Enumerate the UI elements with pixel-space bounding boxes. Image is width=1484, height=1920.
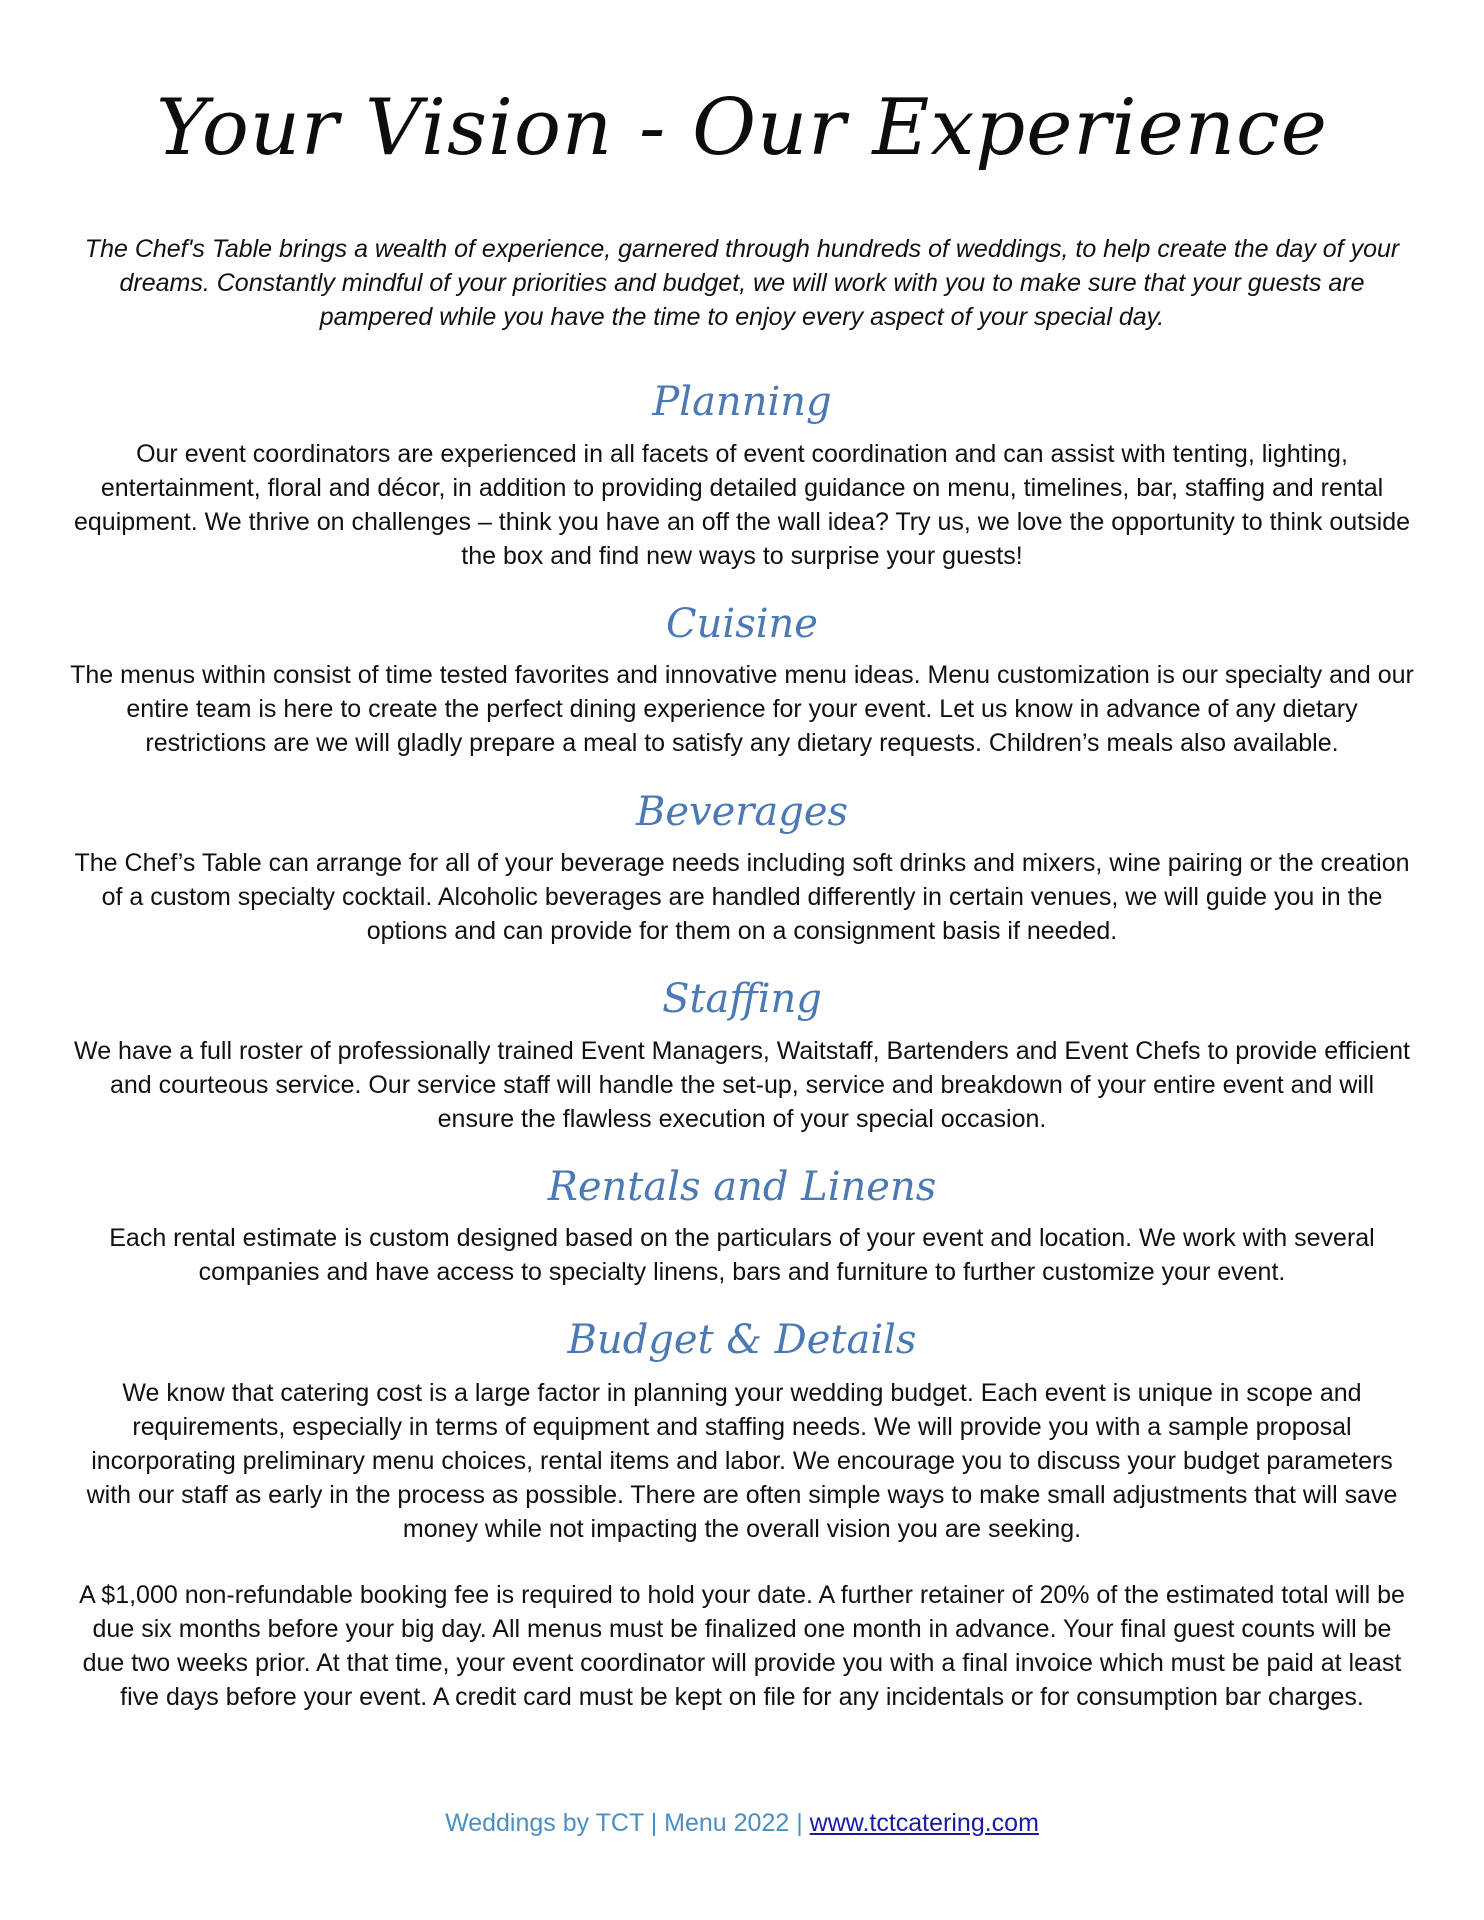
section-heading-planning: Planning: [652, 379, 832, 425]
section-heading-cuisine: Cuisine: [666, 601, 818, 647]
page-title: Your Vision - Our Experience: [156, 83, 1328, 173]
intro-paragraph: The Chef's Table brings a wealth of experience, garnered through hundreds of weddings, to help create the day of your dreams. Constantly mindful of your priorities and budget, we will work with you to make sure that your guests are pampered while you have the time to enjoy every aspect of your special day.: [84, 235, 1400, 331]
footer-website-link[interactable]: www.tctcatering.com: [809, 1809, 1039, 1837]
section-body-budget: We know that catering cost is a large factor in planning your wedding budget. Each event is unique in scope and requirements, especially in terms of equipment and staffing needs. We will provide you with a sample proposal incorporating preliminary menu choices, rental items and labor. We encourage you to discuss your budget parameters with our staff as early in the process as possible. There are often simple ways to make small adjustments that will save money while not impacting the overall vision you are seeking.: [86, 1379, 1398, 1543]
section-body-planning: Our event coordinators are experienced in all facets of event coordination and can assist with tenting, lighting, entertainment, floral and décor, in addition to providing detailed guidance on menu, timelines, bar, staffing and rental equipment. We thrive on challenges – think you have an off the wall idea? Try us, we love the opportunity to think outside the box and find new ways to surprise your guests!: [74, 440, 1410, 570]
section-body-rentals: Each rental estimate is custom designed based on the particulars of your event and location. We work with several companies and have access to specialty linens, bars and furniture to further customize your event.: [109, 1224, 1375, 1286]
section-body-budget-fees: A $1,000 non-refundable booking fee is required to hold your date. A further retainer of 20% of the estimated total will be due six months before your big day. All menus must be finalized one month in advance. Your final guest counts will be due two weeks prior. At that time, your event coordinator will provide you with a final invoice which must be paid at least five days before your event. A credit card must be kept on file for any incidentals or for consumption bar charges.: [79, 1581, 1405, 1711]
footer-text: Weddings by TCT | Menu 2022 |: [445, 1809, 810, 1837]
page-footer: [0, 1806, 1484, 1840]
section-heading-rentals: Rentals and Linens: [547, 1164, 937, 1210]
section-heading-budget: Budget & Details: [567, 1317, 917, 1363]
section-body-cuisine: The menus within consist of time tested favorites and innovative menu ideas. Menu customization is our specialty and our entire team is here to create the perfect dining experience for your event. Let us know in advance of any dietary restrictions are we will gladly prepare a meal to satisfy any dietary requests. Children’s meals also available.: [70, 661, 1414, 757]
section-body-staffing: We have a full roster of professionally trained Event Managers, Waitstaff, Bartenders and Event Chefs to provide efficient and courteous service. Our service staff will handle the set-up, service and breakdown of your entire event and will ensure the flawless execution of your special occasion.: [74, 1037, 1410, 1133]
section-heading-staffing: Staffing: [662, 976, 822, 1022]
section-body-beverages: The Chef’s Table can arrange for all of your beverage needs including soft drinks and mixers, wine pairing or the creation of a custom specialty cocktail. Alcoholic beverages are handled differently in certain venues, we will guide you in the options and can provide for them on a consignment basis if needed.: [74, 849, 1410, 945]
section-heading-beverages: Beverages: [635, 789, 849, 835]
